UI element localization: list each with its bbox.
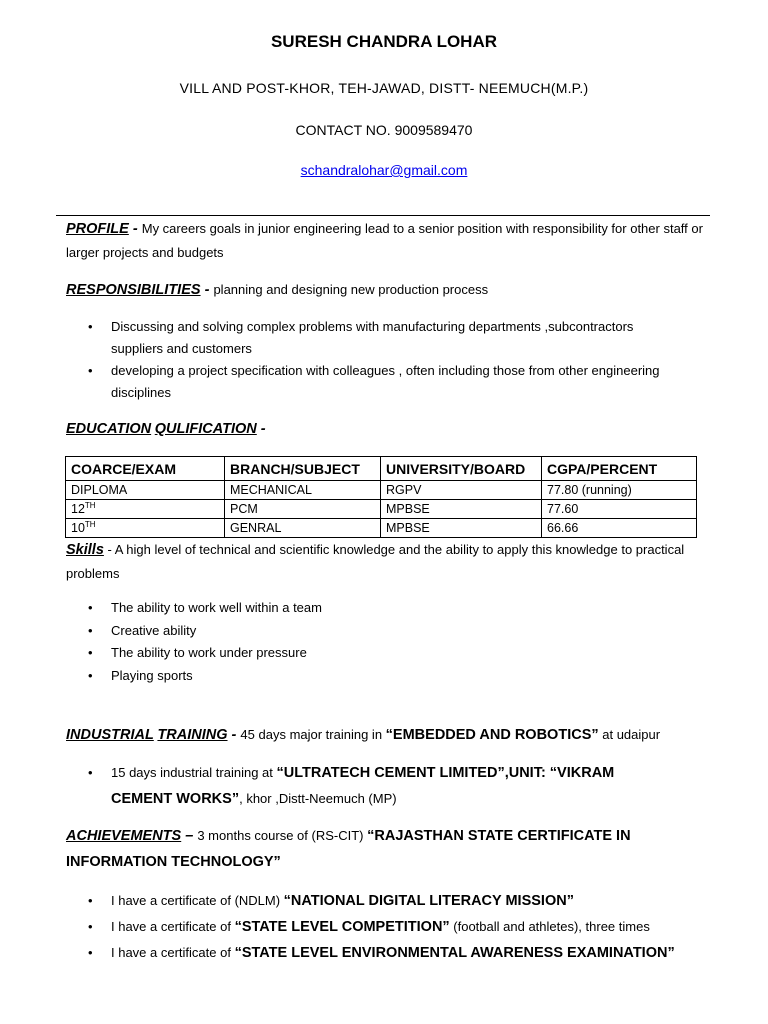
responsibilities-text: planning and designing new production process bbox=[213, 282, 489, 297]
list-item: • Discussing and solving complex problems with manufacturing departments ,subcontractors suppliers and customers bbox=[66, 316, 686, 360]
profile-heading: PROFILE bbox=[66, 221, 129, 237]
training-list bbox=[66, 760, 666, 812]
industrial-heading: INDUSTRIAL bbox=[66, 727, 154, 743]
education-heading-line bbox=[66, 417, 712, 441]
achievements-text: 3 months course of (RS-CIT) bbox=[197, 828, 368, 843]
column-header: COARCE/EXAM bbox=[66, 457, 225, 481]
achievements-list bbox=[66, 888, 746, 966]
skills-list bbox=[66, 597, 686, 687]
board-cell: MPBSE bbox=[381, 500, 542, 519]
training-dash: - bbox=[227, 727, 241, 743]
training-text: 45 days major training in bbox=[240, 727, 386, 742]
applicant-name: SURESH CHANDRA LOHAR bbox=[270, 32, 498, 51]
email-line bbox=[0, 162, 768, 178]
email-link[interactable]: schandralohar@gmail.com bbox=[300, 162, 468, 178]
board-cell: RGPV bbox=[381, 481, 542, 500]
list-item: • I have a certificate of (NDLM) “NATIONAL DIGITAL LITERACY MISSION” bbox=[66, 888, 746, 914]
achievements-section bbox=[66, 823, 686, 875]
score-cell: 77.60 bbox=[542, 500, 697, 519]
training-heading: TRAINING bbox=[157, 727, 228, 743]
exam-cell: DIPLOMA bbox=[66, 481, 225, 500]
responsibilities-dash: - bbox=[200, 282, 214, 298]
education-table bbox=[65, 456, 697, 538]
branch-cell: MECHANICAL bbox=[225, 481, 381, 500]
list-item: • 15 days industrial training at “ULTRATECH CEMENT LIMITED”,UNIT: “VIKRAM CEMENT WORKS”, khor ,Distt-Neemuch (MP) bbox=[66, 760, 666, 812]
list-item: • I have a certificate of “STATE LEVEL COMPETITION” (football and athletes), three times bbox=[66, 914, 746, 940]
contact-number: CONTACT NO. 9009589470 bbox=[295, 122, 473, 138]
responsibilities-section bbox=[66, 278, 712, 302]
exam-cell: 10TH bbox=[66, 519, 225, 538]
achievements-dash: – bbox=[181, 828, 198, 844]
table-row bbox=[66, 481, 697, 500]
header-divider bbox=[56, 215, 710, 216]
table-row bbox=[66, 519, 697, 538]
branch-cell: PCM bbox=[225, 500, 381, 519]
list-item: • The ability to work under pressure bbox=[66, 642, 686, 665]
address-line: VILL AND POST-KHOR, TEH-JAWAD, DISTT- NEEMUCH(M.P.) bbox=[179, 80, 589, 96]
education-dash: - bbox=[256, 421, 266, 437]
column-header: CGPA/PERCENT bbox=[542, 457, 697, 481]
board-cell: MPBSE bbox=[381, 519, 542, 538]
profile-dash: - bbox=[128, 221, 142, 237]
achievements-heading: ACHIEVEMENTS bbox=[66, 828, 182, 844]
list-item: • I have a certificate of “STATE LEVEL ENVIRONMENTAL AWARENESS EXAMINATION” bbox=[66, 940, 746, 966]
list-item: • developing a project specification with colleagues , often including those from other engineering disciplines bbox=[66, 360, 686, 404]
table-header-row bbox=[66, 457, 697, 481]
profile-section bbox=[66, 217, 712, 264]
skills-heading: Skills bbox=[66, 542, 104, 558]
list-item: • Playing sports bbox=[66, 665, 686, 688]
qualification-heading: QULIFICATION bbox=[154, 421, 257, 437]
training-location: at udaipur bbox=[598, 727, 661, 742]
education-heading: EDUCATION bbox=[66, 421, 152, 437]
achievements-highlight: “RAJASTHAN STATE CERTIFICATE IN INFORMATION TECHNOLOGY” bbox=[66, 828, 631, 870]
skills-text: A high level of technical and scientific knowledge and the ability to apply this knowledge to practical problems bbox=[66, 542, 685, 581]
training-highlight: “EMBEDDED AND ROBOTICS” bbox=[385, 727, 599, 743]
exam-cell: 12TH bbox=[66, 500, 225, 519]
column-header: UNIVERSITY/BOARD bbox=[381, 457, 542, 481]
list-item: • Creative ability bbox=[66, 620, 686, 643]
list-item: • The ability to work well within a team bbox=[66, 597, 686, 620]
training-section bbox=[66, 723, 712, 747]
responsibilities-list bbox=[66, 316, 686, 404]
table-row bbox=[66, 500, 697, 519]
score-cell: 66.66 bbox=[542, 519, 697, 538]
responsibilities-heading: RESPONSIBILITIES bbox=[66, 282, 201, 298]
branch-cell: GENRAL bbox=[225, 519, 381, 538]
score-cell: 77.80 (running) bbox=[542, 481, 697, 500]
skills-section bbox=[66, 538, 712, 585]
skills-dash: - bbox=[103, 542, 115, 557]
profile-text: My careers goals in junior engineering lead to a senior position with responsibility for other staff or larger projects and budgets bbox=[66, 221, 703, 260]
column-header: BRANCH/SUBJECT bbox=[225, 457, 381, 481]
